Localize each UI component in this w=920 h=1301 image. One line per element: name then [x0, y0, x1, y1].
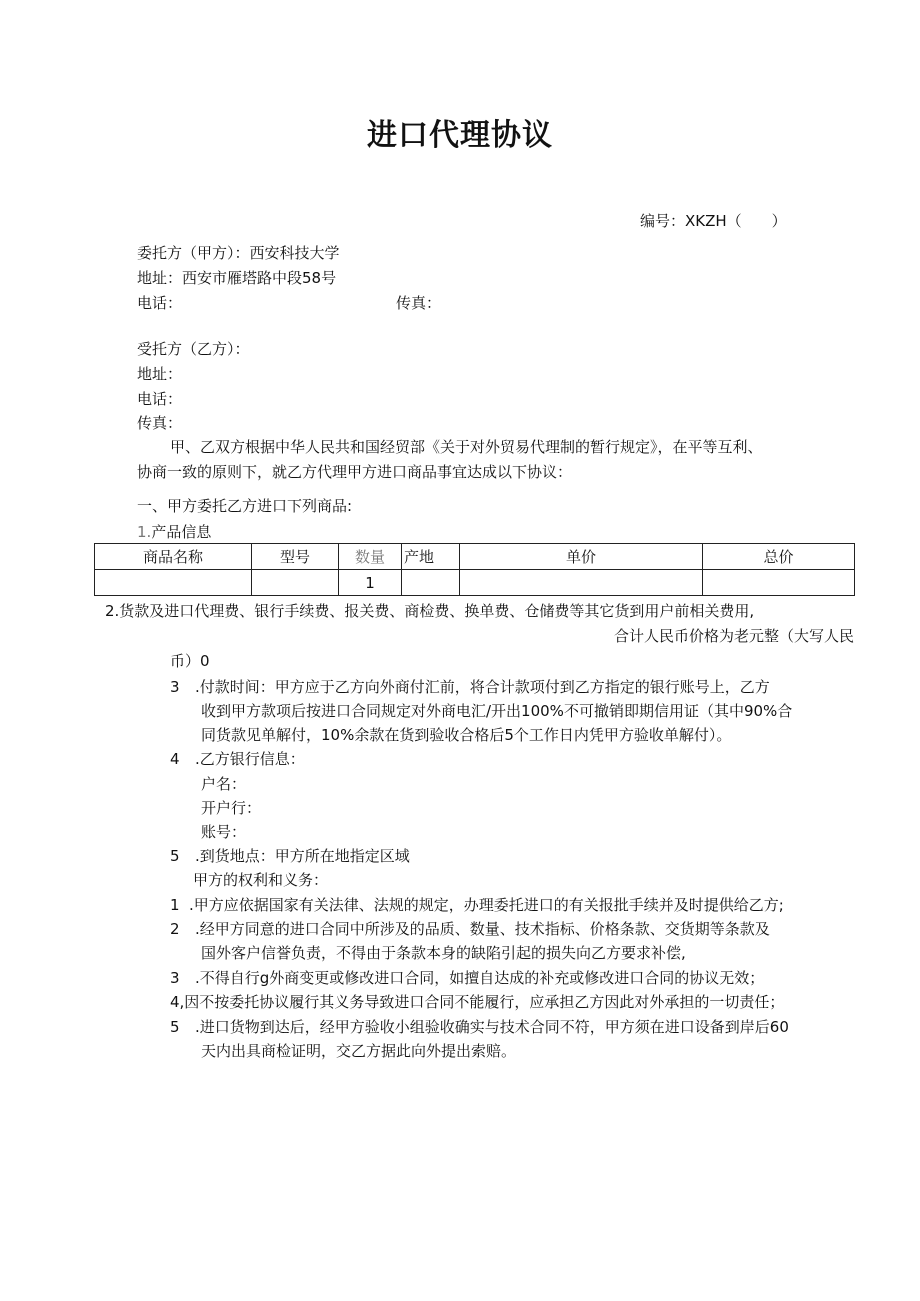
party-b-fax-label: 传真：: [137, 414, 183, 432]
party-b-phone-label: 电话：: [137, 390, 183, 408]
table-cell: [95, 570, 252, 596]
item-3-line-2: 收到甲方款项后按进口合同规定对外商电汇/开出100%不可撤销即期信用证（其中90%合: [201, 702, 793, 720]
preamble-line-2: 协商一致的原则下，就乙方代理甲方进口商品事宜达成以下协议：: [137, 463, 573, 481]
item-4-number: 4: [170, 750, 180, 768]
item-2-line-1: 2.货款及进口代理费、银行手续费、报关费、商检费、换单费、仓储费等其它货到用户前相关费用,: [105, 602, 755, 620]
column-header: 产地: [402, 544, 460, 570]
table-header-row: [95, 544, 855, 570]
item-5-number: 5: [170, 847, 180, 865]
item-1-label: 产品信息: [151, 523, 212, 541]
table-cell: [703, 570, 855, 596]
bank-account-number-label: 账号：: [201, 823, 247, 841]
party-b-name: 受托方（乙方）：: [137, 340, 250, 358]
item-5-text: .到货地点：甲方所在地指定区域: [195, 847, 410, 865]
bank-name-label: 开户行：: [201, 799, 262, 817]
rights-3-number: 3: [170, 969, 180, 987]
item-4-title: .乙方银行信息：: [195, 750, 305, 768]
document-title: 进口代理协议: [367, 118, 553, 153]
table-cell: [460, 570, 703, 596]
table-cell: 1: [339, 570, 402, 596]
party-b-address-label: 地址：: [137, 365, 183, 383]
rights-5-line-1: .进口货物到达后，经甲方验收小组验收确实与技术合同不符，甲方须在进口设备到岸后60: [195, 1018, 789, 1036]
rights-5-number: 5: [170, 1018, 180, 1036]
rights-1-number: 1: [170, 896, 180, 914]
bank-account-name-label: 户名：: [201, 775, 247, 793]
rights-heading: 甲方的权利和义务：: [193, 871, 329, 889]
product-table: [94, 543, 855, 596]
item-3-line-1: .付款时间：甲方应于乙方向外商付汇前，将合计款项付到乙方指定的银行账号上，乙方: [195, 678, 770, 696]
serial-number: 编号：XKZH（ ）: [640, 212, 787, 230]
rights-3-text: .不得自行g外商变更或修改进口合同，如擅自达成的补充或修改进口合同的协议无效；: [195, 969, 765, 987]
item-3-line-3: 同货款见单解付，10%余款在货到验收合格后5个工作日内凭甲方验收单解付）。: [201, 726, 732, 744]
table-cell: [252, 570, 339, 596]
table-row: [95, 570, 855, 596]
rights-2-number: 2: [170, 920, 180, 938]
rights-2-line-2: 国外客户信誉负责，不得由于条款本身的缺陷引起的损失向乙方要求补偿,: [201, 944, 686, 962]
party-a-name: 委托方（甲方）：西安科技大学: [137, 244, 340, 262]
column-header: 单价: [460, 544, 703, 570]
item-1-heading: [137, 522, 211, 542]
item-3-number: 3: [170, 678, 180, 696]
party-a-address: 地址：西安市雁塔路中段58号: [137, 269, 337, 287]
column-header: 商品名称: [95, 544, 252, 570]
party-a-fax-label: 传真：: [396, 294, 442, 312]
column-header: 总价: [703, 544, 855, 570]
item-2-line-2: 合计人民币价格为老元整（大写人民: [613, 627, 854, 645]
rights-1-text: .甲方应依据国家有关法律、法规的规定，办理委托进口的有关报批手续并及时提供给乙方;: [189, 896, 784, 914]
rights-4-text: 4,因不按委托协议履行其义务导致进口合同不能履行，应承担乙方因此对外承担的一切责任；: [170, 993, 785, 1011]
column-header: 数量: [339, 544, 402, 570]
column-header: 型号: [252, 544, 339, 570]
table-cell: [402, 570, 460, 596]
party-a-phone-label: 电话：: [137, 294, 183, 312]
preamble-line-1: 甲、乙双方根据中华人民共和国经贸部《关于对外贸易代理制的暂行规定》，在平等互利、: [170, 438, 763, 456]
rights-2-line-1: .经甲方同意的进口合同中所涉及的品质、数量、技术指标、价格条款、交货期等条款及: [195, 920, 770, 938]
rights-5-line-2: 天内出具商检证明，交乙方据此向外提出索赔。: [201, 1042, 517, 1060]
item-1-number: 1.: [137, 523, 152, 541]
section-1-heading: 一、甲方委托乙方进口下列商品:: [137, 497, 353, 515]
item-2-line-3: 币）0: [170, 652, 210, 670]
